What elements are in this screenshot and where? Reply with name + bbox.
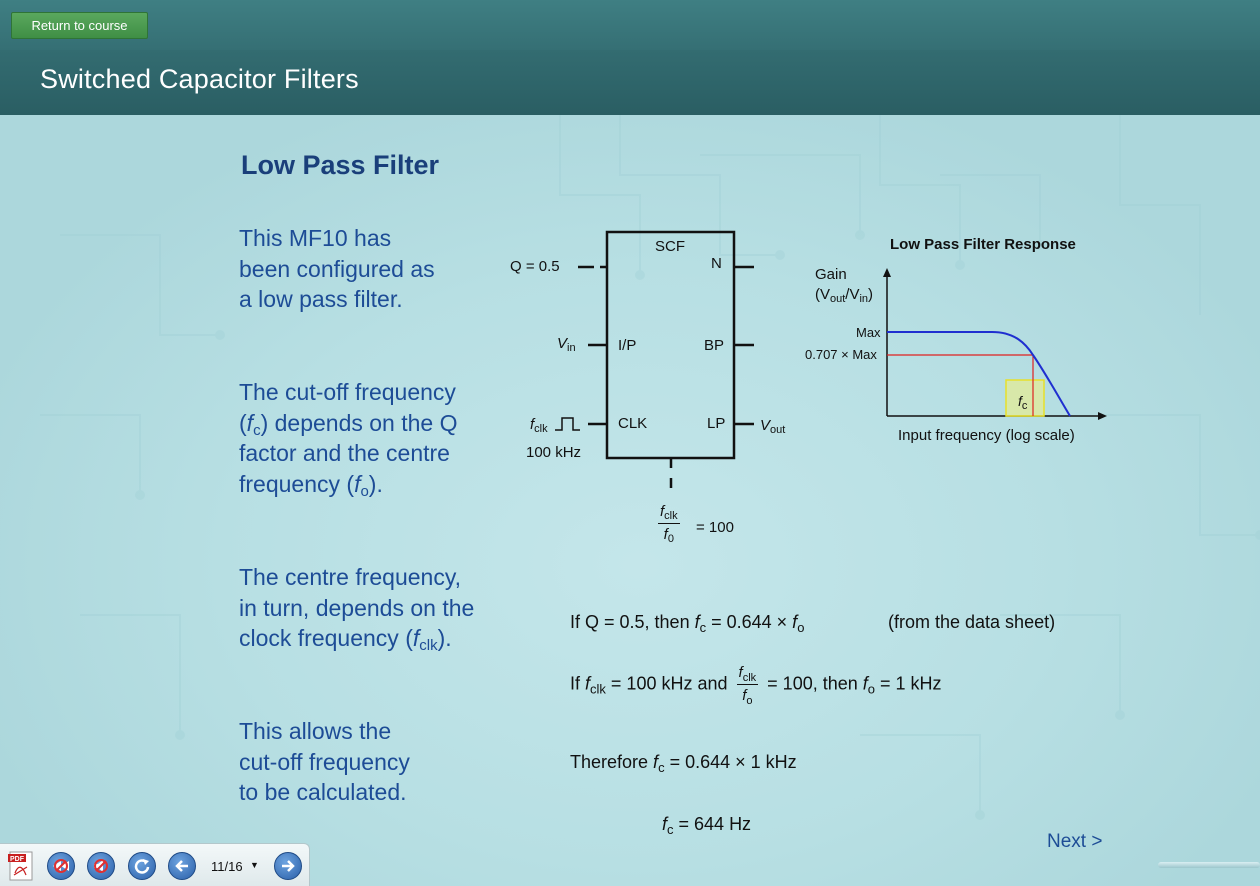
mute-button[interactable] [87, 852, 115, 880]
fclk-label: $f_{clk}$ [530, 416, 548, 435]
section-title: Low Pass Filter [241, 150, 440, 180]
arrow-left-icon [175, 859, 189, 873]
next-link[interactable]: Next > [1047, 831, 1103, 852]
clock-pulse-icon [555, 418, 580, 430]
fc-tick-label: $f_c$ [1018, 393, 1028, 412]
next-button[interactable] [274, 852, 302, 880]
n-pin-label: N [711, 255, 722, 272]
text-line: The cut-off frequency [239, 379, 456, 405]
vin-label: $V_{in}$ [557, 335, 576, 354]
text-line: clock frequency $(f_{clk})$. [239, 625, 452, 654]
ratio-value: = 100 [696, 519, 734, 536]
text-line: frequency $(f_o)$. [239, 470, 383, 500]
previous-button[interactable] [168, 852, 196, 880]
text-line: This allows the [239, 718, 392, 744]
pdf-icon[interactable] [8, 851, 34, 881]
max-tick-label: Max [856, 325, 881, 340]
equation-fclk: If $f_{clk} = 100$ kHz and $\frac{f_{clk}}{f_o}$ = 100, then $f_o = 1$ kHz [570, 664, 942, 707]
y-axis-label: Gain [815, 266, 847, 283]
equation-result: $f_c = 644$ Hz [662, 814, 752, 837]
text-line: This MF10 has [239, 225, 392, 251]
top-bar [0, 0, 1260, 50]
rewind-icon [52, 859, 70, 873]
centre-frequency-paragraph [239, 562, 474, 654]
text-line: been configured as [239, 255, 435, 282]
y-axis-unit-label: $(V_{out}/V_{in})$ [815, 286, 874, 305]
cutoff-tick-label: 0.707 × Max [805, 347, 877, 362]
conclusion-paragraph [239, 716, 410, 808]
rewind-button[interactable] [47, 852, 75, 880]
replay-button[interactable] [128, 852, 156, 880]
text-line: a low pass filter. [239, 286, 403, 312]
text-line: in turn, depends on the [239, 594, 475, 621]
page-counter: 11/16 [211, 859, 243, 874]
intro-paragraph [239, 223, 435, 315]
lp-pin-label: LP [707, 415, 726, 432]
ip-pin-label: I/P [618, 337, 637, 354]
chart-title: Low Pass Filter Response [890, 236, 1076, 253]
ratio-fraction: $\frac{f_{clk}}{f_0}$ [660, 503, 678, 545]
return-to-course-button[interactable]: Return to course [11, 12, 148, 39]
vout-label: $V_{out}$ [760, 417, 786, 436]
text-line: to be calculated. [239, 779, 407, 805]
speaker-muted-icon [92, 859, 110, 873]
arrow-right-icon [281, 859, 295, 873]
page-title: Switched Capacitor Filters [40, 64, 359, 94]
svg-text:PDF: PDF [10, 856, 24, 863]
text-line: factor and the centre [239, 440, 450, 466]
equation-therefore: Therefore $f_c = 0.644 \times 1$ kHz [570, 752, 797, 775]
clock-frequency-label: 100 kHz [526, 444, 582, 461]
bp-pin-label: BP [704, 337, 725, 354]
cutoff-paragraph [239, 377, 457, 499]
scf-label: SCF [655, 238, 685, 255]
text-line: $(f_c)$ depends on the Q [239, 409, 458, 439]
x-axis-label: Input frequency (log scale) [898, 427, 1075, 444]
text-line: The centre frequency, [239, 564, 462, 590]
progress-bar [1158, 862, 1260, 868]
page-dropdown-icon[interactable]: ▼ [250, 860, 259, 870]
q-label: Q = 0.5 [510, 258, 560, 275]
replay-icon [134, 858, 150, 874]
text-line: cut-off frequency [239, 748, 410, 775]
datasheet-note: (from the data sheet) [888, 612, 1056, 632]
equation-q: If Q = 0.5, then $f_c = 0.644 \times f_o$ [570, 612, 805, 635]
clk-pin-label: CLK [618, 415, 648, 432]
